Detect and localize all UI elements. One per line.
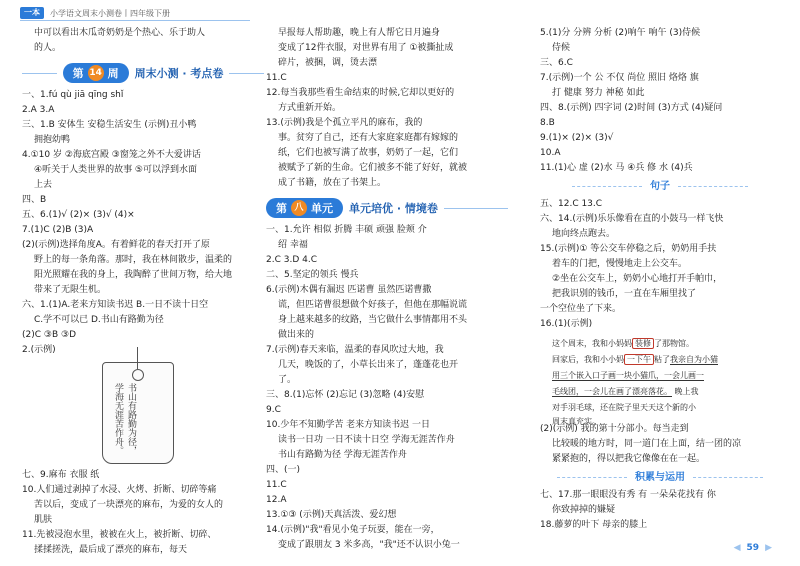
answer-line: 四、B [22,195,47,205]
answer-line: 11.C [266,73,287,83]
column-1 [22,26,264,558]
book-logo: 一本 [20,7,44,19]
diagram-line: 毛线团，一会儿在画了漂亮落花。 晚上我 [552,387,699,396]
answer-line: 上去 [34,180,53,190]
banner-post: 单元 [311,201,333,215]
writing-diagram [540,334,780,426]
answer-line: 12.A [266,495,287,505]
answer-line: 打 健康 努力 神秘 如此 [552,88,645,98]
banner-rule [229,73,264,74]
answer-line: 比较暖的地方时，同一道门在上面，结一团的凉 [552,439,742,449]
page-footer [734,541,772,556]
diagram-line: 对手羽毛球，还在院子里天天这个新的小 [552,403,696,412]
answer-line: 11.先被浸泡水里，被被在火上，被折断、切碎、 [22,530,217,540]
book-title: 小学语文周末小测卷丨四年级下册 [50,8,170,18]
answer-line: 4.①10 岁 ②海底宫殿 ③窗笼之外不大爱讲话 [22,150,201,160]
answer-line: 9.C [266,405,281,415]
answer-line: 10.A [540,148,561,158]
answer-line: 七、9.麻布 衣服 纸 [22,470,100,480]
answer-line: 阳光照耀在我的身上，我陶醉了世间万物，给大地 [34,270,233,280]
banner-number: 14 [88,65,104,81]
answer-lines [266,26,508,191]
answer-line: 7.(示例)一个 公 不仅 尚位 照旧 烙烙 旗 [540,73,699,83]
answer-line: (2)(示例)选择角度A。有着鲜花的春天打开了原 [22,240,210,250]
answer-line: 中可以看出木瓜奇奶奶是个热心、乐于助人 [34,28,206,38]
answer-line: 四、8.(示例) 四字词 (2)时间 (3)方式 (4)疑问 [540,103,723,113]
answer-line: 做出来的 [278,330,315,340]
week-14-banner [22,62,264,84]
answer-lines [266,223,508,553]
header-rule [20,20,250,21]
prev-arrow-icon[interactable]: ◀ [733,543,741,553]
answer-line: 11.C [266,480,287,490]
answer-line: 16.(1)(示例) [540,319,593,329]
answer-line: 10.人们通过剥掉了水浸、火烤、折断、切碎等痛 [22,485,217,495]
answer-line: 三、6.C [540,58,573,68]
answer-line: 揉揉搓洗，最后成了漂亮的麻布，每天 [34,545,188,555]
diagram-line: 这个周末，我和小妈妈 装修 了那物馆。 [552,339,694,348]
answer-line: 方式重新开始。 [278,103,342,113]
banner-title: 周末小测 · 考点卷 [134,66,224,80]
answer-lines [22,26,264,56]
bookmark-tag-drawing [102,362,174,464]
banner-number: 八 [291,200,307,216]
answer-line: 11.(1)心 虚 (2)水 马 ④兵 修 水 (4)兵 [540,163,693,173]
answer-line: 早报每人帮助趣，晚上有人帮它日月遍身 [278,28,441,38]
answer-line: 一个空位坐了下来。 [540,304,622,314]
answer-line: 12.每当我那些看生命结束的时候,它却以更好的 [266,88,455,98]
answer-line: 6.(示例)木偶有漏迟 匹诺曹 虽然匹诺曹撒 [266,285,432,295]
answer-line: 2.C 3.D 4.C [266,255,317,265]
answer-line: 三、1.B 安体生 安稳生活安生 (示例)丑小鸭 [22,120,197,130]
answer-line: 把我识别的钱币，一直在车厢里找了 [552,289,697,299]
answer-line: 拥抱幼鸭 [34,135,71,145]
answer-lines [540,26,780,176]
answer-line: 14.(示例)"我"看见小兔子玩耍，能在一旁， [266,525,440,535]
answer-line: ②坐在公交车上，奶奶小心地打开手帕巾， [552,274,723,284]
answer-line: 二、5.坚定的领兵 慢兵 [266,270,359,280]
answer-line: 身上越来越多的纹路，当它做什么事情都用不头 [278,315,468,325]
answer-line: 六、14.(示例)乐乐像看在直的小鼓马一样飞快 [540,214,724,224]
answer-line: 侍候 [552,43,571,53]
banner-ribbon [266,198,343,218]
answer-line: 肌肤 [34,515,53,525]
answer-line: 七、17.那一眼眼没有秀 有 一朵朵花找有 你 [540,490,716,500]
column-2 [266,26,508,553]
answer-line: 13.(示例)我是个孤立平凡的麻布，我的 [266,118,423,128]
banner-post: 周 [107,66,119,80]
answer-line: 碎片，被捆，调，烫去漂 [278,58,378,68]
answer-line: 绍 幸福 [278,240,308,250]
section-accumulation-heading: 积累与运用 [540,470,780,485]
answer-line: 野上的每一条角落。那时，我在林间散步，温柔的 [34,255,233,265]
answer-line: 7.(示例)春天来临，温柔的春风吹过大地，我 [266,345,444,355]
answer-line: 被赋予了新的生命。它们被多不能了好好，就被 [278,163,468,173]
banner-ribbon [63,63,129,83]
answer-line: 2.(示例) [22,345,56,355]
diagram-line: 用三个嵌入口子画一块小猫爪，一会儿画一 [552,371,704,380]
answer-line: 五、12.C 13.C [540,199,603,209]
section-sentences-heading: 句子 [540,179,780,194]
answer-line: 谎，但匹诺曹很想做个好孩子，但他在那幅说谎 [278,300,468,310]
banner-rule [444,208,508,209]
tag-hole [132,369,144,381]
answer-line: 了。 [278,375,297,385]
answer-line: 的人。 [34,43,62,53]
answer-line: 15.(示例)① 等公交车停稳之后，奶奶用手扶 [540,244,717,254]
answer-line: 六、1.(1)A.老来方知读书迟 B.一日不读十日空 [22,300,209,310]
answer-lines [22,468,264,558]
tag-string [137,347,138,369]
answer-lines [22,88,264,208]
next-arrow-icon[interactable]: ▶ [765,543,772,553]
page-header [20,6,170,20]
answer-line: 一、1.允许 相似 折腾 丰硕 顽强 脸颊 介 [266,225,427,235]
answer-line: 9.(1)× (2)× (3)√ [540,133,614,143]
answer-line: 书山有路勤为径 学海无涯苦作舟 [278,450,407,460]
answer-line: 变成了跟朋友 3 米多高，"我"还不认识小兔一 [278,540,460,550]
banner-pre: 第 [276,201,287,215]
answer-line: ④听关于人类世界的故事 ⑤可以浮到水面 [34,165,197,175]
answer-line: 5.(1)分 分辨 分析 (2)响午 响午 (3)侍候 [540,28,701,38]
answer-line: 地向终点跑去。 [552,229,616,239]
page-number: 59 [746,543,760,553]
diagram-line: 周末真充实。 [552,417,600,426]
answer-line: (2)(示例) 我的第十分部小。每当走到 [540,424,689,434]
tag-poem: 书山有路勤为径，学海无涯苦作舟。 [113,383,136,455]
answer-line: 四、(一) [266,465,301,475]
answer-line: 13.①③ (示例)天真活泼、爱幻想 [266,510,397,520]
answer-line: 苦以后，变成了一块漂亮的麻布，为爱的女人的 [34,500,224,510]
answer-line: 五、6.(1)√ (2)× (3)√ (4)× [22,210,135,220]
answer-line: 10.少年不知勤学苦 老来方知读书迟 一日 [266,420,431,430]
answer-lines [540,488,780,533]
answer-lines [540,197,780,332]
answer-line: (2)C ③B ③D [22,330,76,340]
answer-line: 事。贫穷了自己，还有大家庭家庭都有嫁嫁的 [278,133,459,143]
unit-8-banner [266,197,508,219]
answer-line: 一、1.fú qù jiā qīng shǐ [22,90,124,100]
answer-line: 紧紧抱的，得以把我它像像在在一起。 [552,454,706,464]
answer-line: 2.A 3.A [22,105,55,115]
banner-title: 单元培优 · 情境卷 [349,201,438,215]
answer-line: 着车的门把，慢慢地走上公交车。 [552,259,688,269]
answer-line: 变成了12件衣服，对世界有用了 ①被撕扯成 [278,43,454,53]
banner-pre: 第 [72,66,84,80]
diagram-box: 一下午 [624,354,654,365]
answer-line: C.学不可以已 D.书山有路勤为径 [34,315,164,325]
banner-rule [22,73,57,74]
answer-line: 几天，晚饭的了，小草长出来了，蓬蓬花也开 [278,360,459,370]
answer-line: 8.B [540,118,555,128]
diagram-box: 装修 [632,338,654,349]
answer-line: 成了书籍，放在了书架上。 [278,178,387,188]
column-3 [540,26,780,533]
answer-line: 读书一日功 一日不读十日空 学海无涯苦作舟 [278,435,455,445]
answer-line: 带来了无限生机。 [34,285,107,295]
answer-line: 18.藤萝的叶下 母亲的膝上 [540,520,648,530]
answer-line: 三、8.(1)忘怀 (2)忘记 (3)忽略 (4)安慰 [266,390,425,400]
answer-line: 你致掉掉的嫌疑 [552,505,616,515]
answer-line: 纸，它们也被写满了故事，奶奶了一起，它们 [278,148,459,158]
answer-line: 7.(1)C (2)B (3)A [22,225,94,235]
answer-lines [22,208,264,358]
diagram-line: 回家后，我和小小妈 一下午 粘了我亲自为小猫 [552,355,718,364]
